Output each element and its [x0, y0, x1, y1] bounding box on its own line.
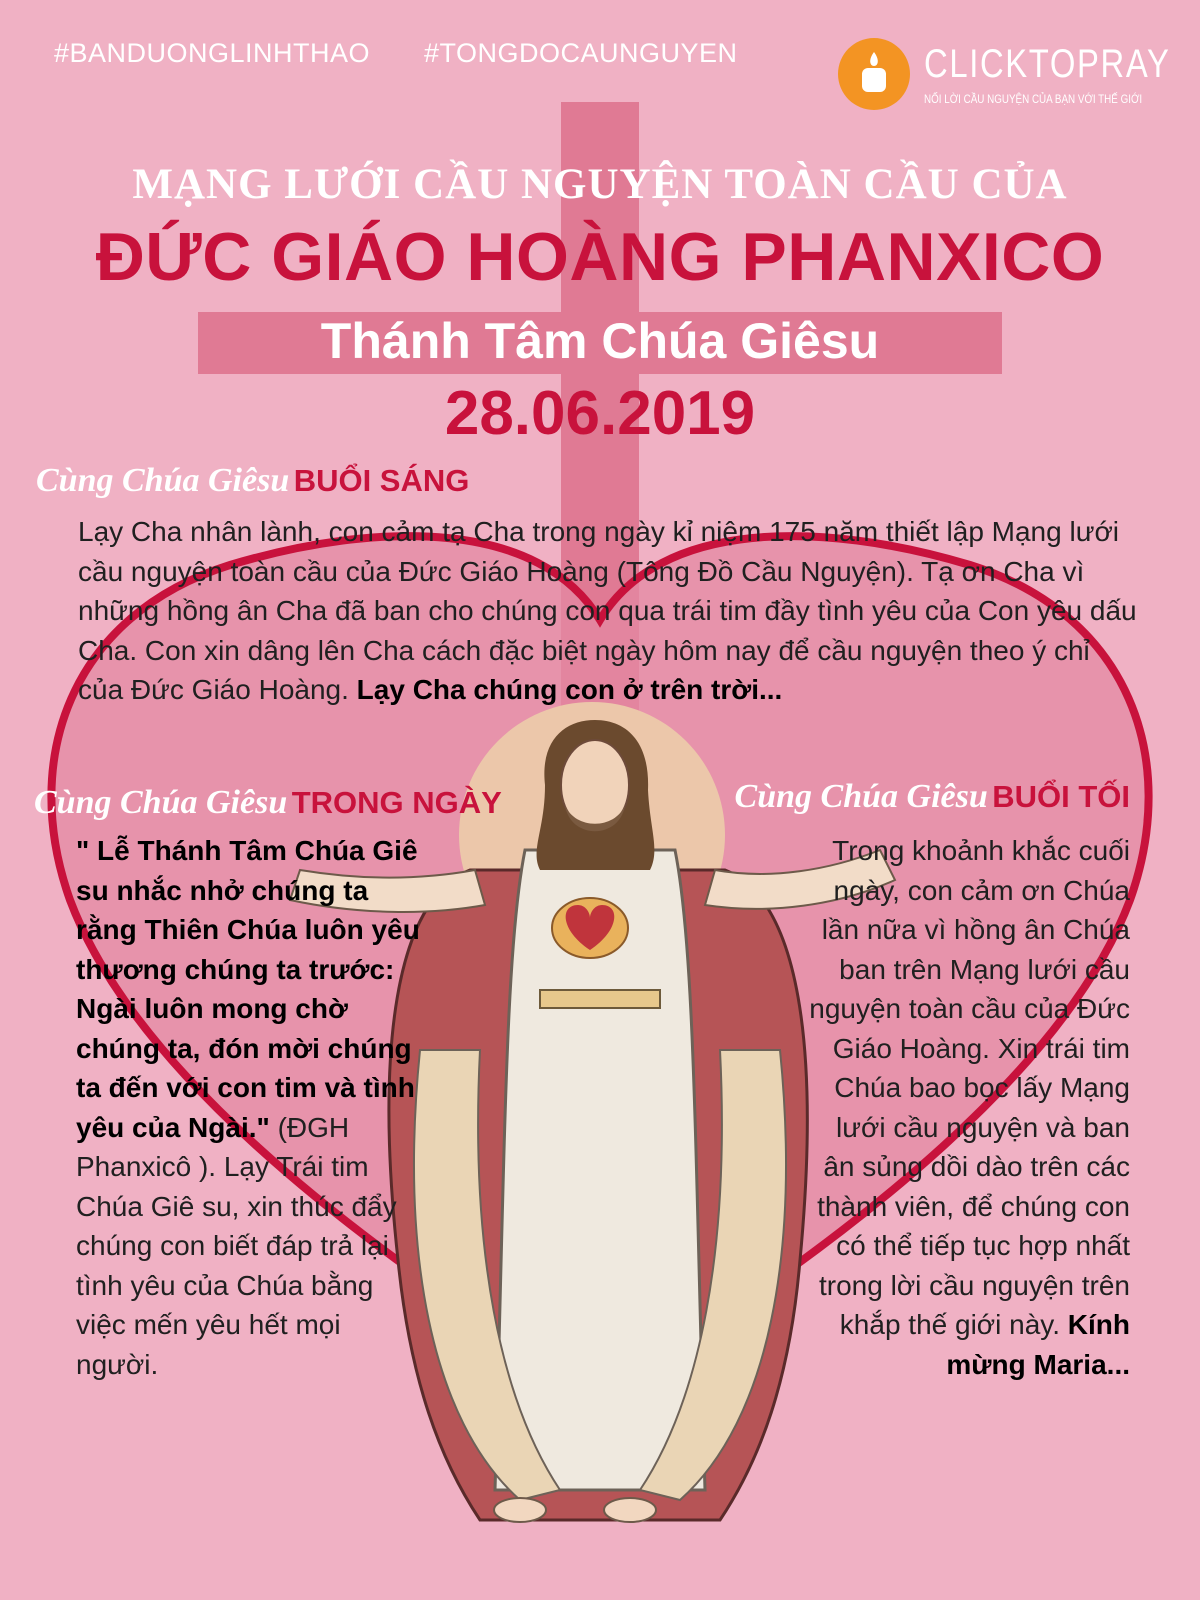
clicktopray-logo — [838, 38, 1171, 114]
day-prayer-text — [76, 831, 426, 1384]
heading-pope-francis: ĐỨC GIÁO HOÀNG PHANXICO — [95, 219, 1105, 295]
evening-script-label: Cùng Chúa Giêsu — [734, 778, 988, 815]
morning-section-heading — [36, 462, 469, 500]
evening-section-heading — [735, 778, 1130, 816]
morning-prayer-body: Lạy Cha nhân lành, con cảm tạ Cha trong ngày kỉ niệm 175 năm thiết lập Mạng lưới cầu nguyện toàn cầu của Đức Giáo Hoàng (Tông Đồ Cầu Nguyện). Tạ ơn Cha vì những hồng ân Cha đã ban cho chúng con qua trái tim đầy tình yêu của Con yêu dấu Cha. Con xin dâng lên Cha cách đặc biệt ngày hôm nay để cầu nguyện theo ý chỉ của Đức Giáo Hoàng. — [78, 516, 1137, 705]
day-section-heading — [34, 784, 502, 822]
heading-network: MẠNG LƯỚI CẦU NGUYỆN TOÀN CẦU CỦA — [132, 161, 1068, 208]
pope-quote: " Lễ Thánh Tâm Chúa Giê su nhắc nhở chúng ta rằng Thiên Chúa luôn yêu thương chúng ta trước: Ngài luôn mong chờ chúng ta, đón mời chúng ta đến với con tim và tình yêu của Ngài." — [76, 835, 420, 1143]
heading-sacred-heart: Thánh Tâm Chúa Giêsu — [320, 313, 880, 369]
day-script-label: Cùng Chúa Giêsu — [34, 784, 288, 821]
evening-prayer-body: Trong khoảnh khắc cuối ngày, con cảm ơn Chúa lần nữa vì hồng ân Chúa ban trên Mạng lưới cầu nguyện toàn cầu của Đức Giáo Hoàng. Xin trái tim Chúa bao bọc lấy Mạng lưới cầu nguyện và ban ân sủng dồi dào trên các thành viên, để chúng con có thể tiếp tục hợp nhất trong lời cầu nguyện trên khắp thế giới này. — [809, 835, 1130, 1340]
logo-title: CLICKTOPRAY — [924, 42, 1171, 86]
morning-script-label: Cùng Chúa Giêsu — [36, 462, 290, 499]
hashtag-banduonglinhthao: #BANDUONGLINHTHAO — [54, 38, 371, 68]
day-prayer-body: (ĐGH Phanxicô ). Lạy Trái tim Chúa Giê su, xin thúc đẩy chúng con biết đáp trả lại tình yêu của Chúa bằng việc mến yêu hết mọi người. — [76, 1111, 397, 1380]
hashtag-tongdocaunguyen: #TONGDOCAUNGUYEN — [424, 38, 738, 68]
evening-prayer-text — [800, 831, 1130, 1384]
evening-prayer-closing: Kính mừng Maria... — [946, 1309, 1130, 1380]
candle-icon — [838, 38, 910, 110]
day-time-label: TRONG NGÀY — [291, 785, 502, 820]
morning-prayer-text — [78, 512, 1138, 710]
evening-time-label: BUỔI TỐI — [992, 779, 1130, 814]
date: 28.06.2019 — [444, 379, 756, 448]
morning-time-label: BUỔI SÁNG — [293, 463, 470, 498]
morning-prayer-closing: Lạy Cha chúng con ở trên trời... — [356, 674, 783, 705]
logo-tagline: NỐI LỜI CẦU NGUYỆN CỦA BẠN VỚI THẾ GIỚI — [924, 92, 1143, 106]
